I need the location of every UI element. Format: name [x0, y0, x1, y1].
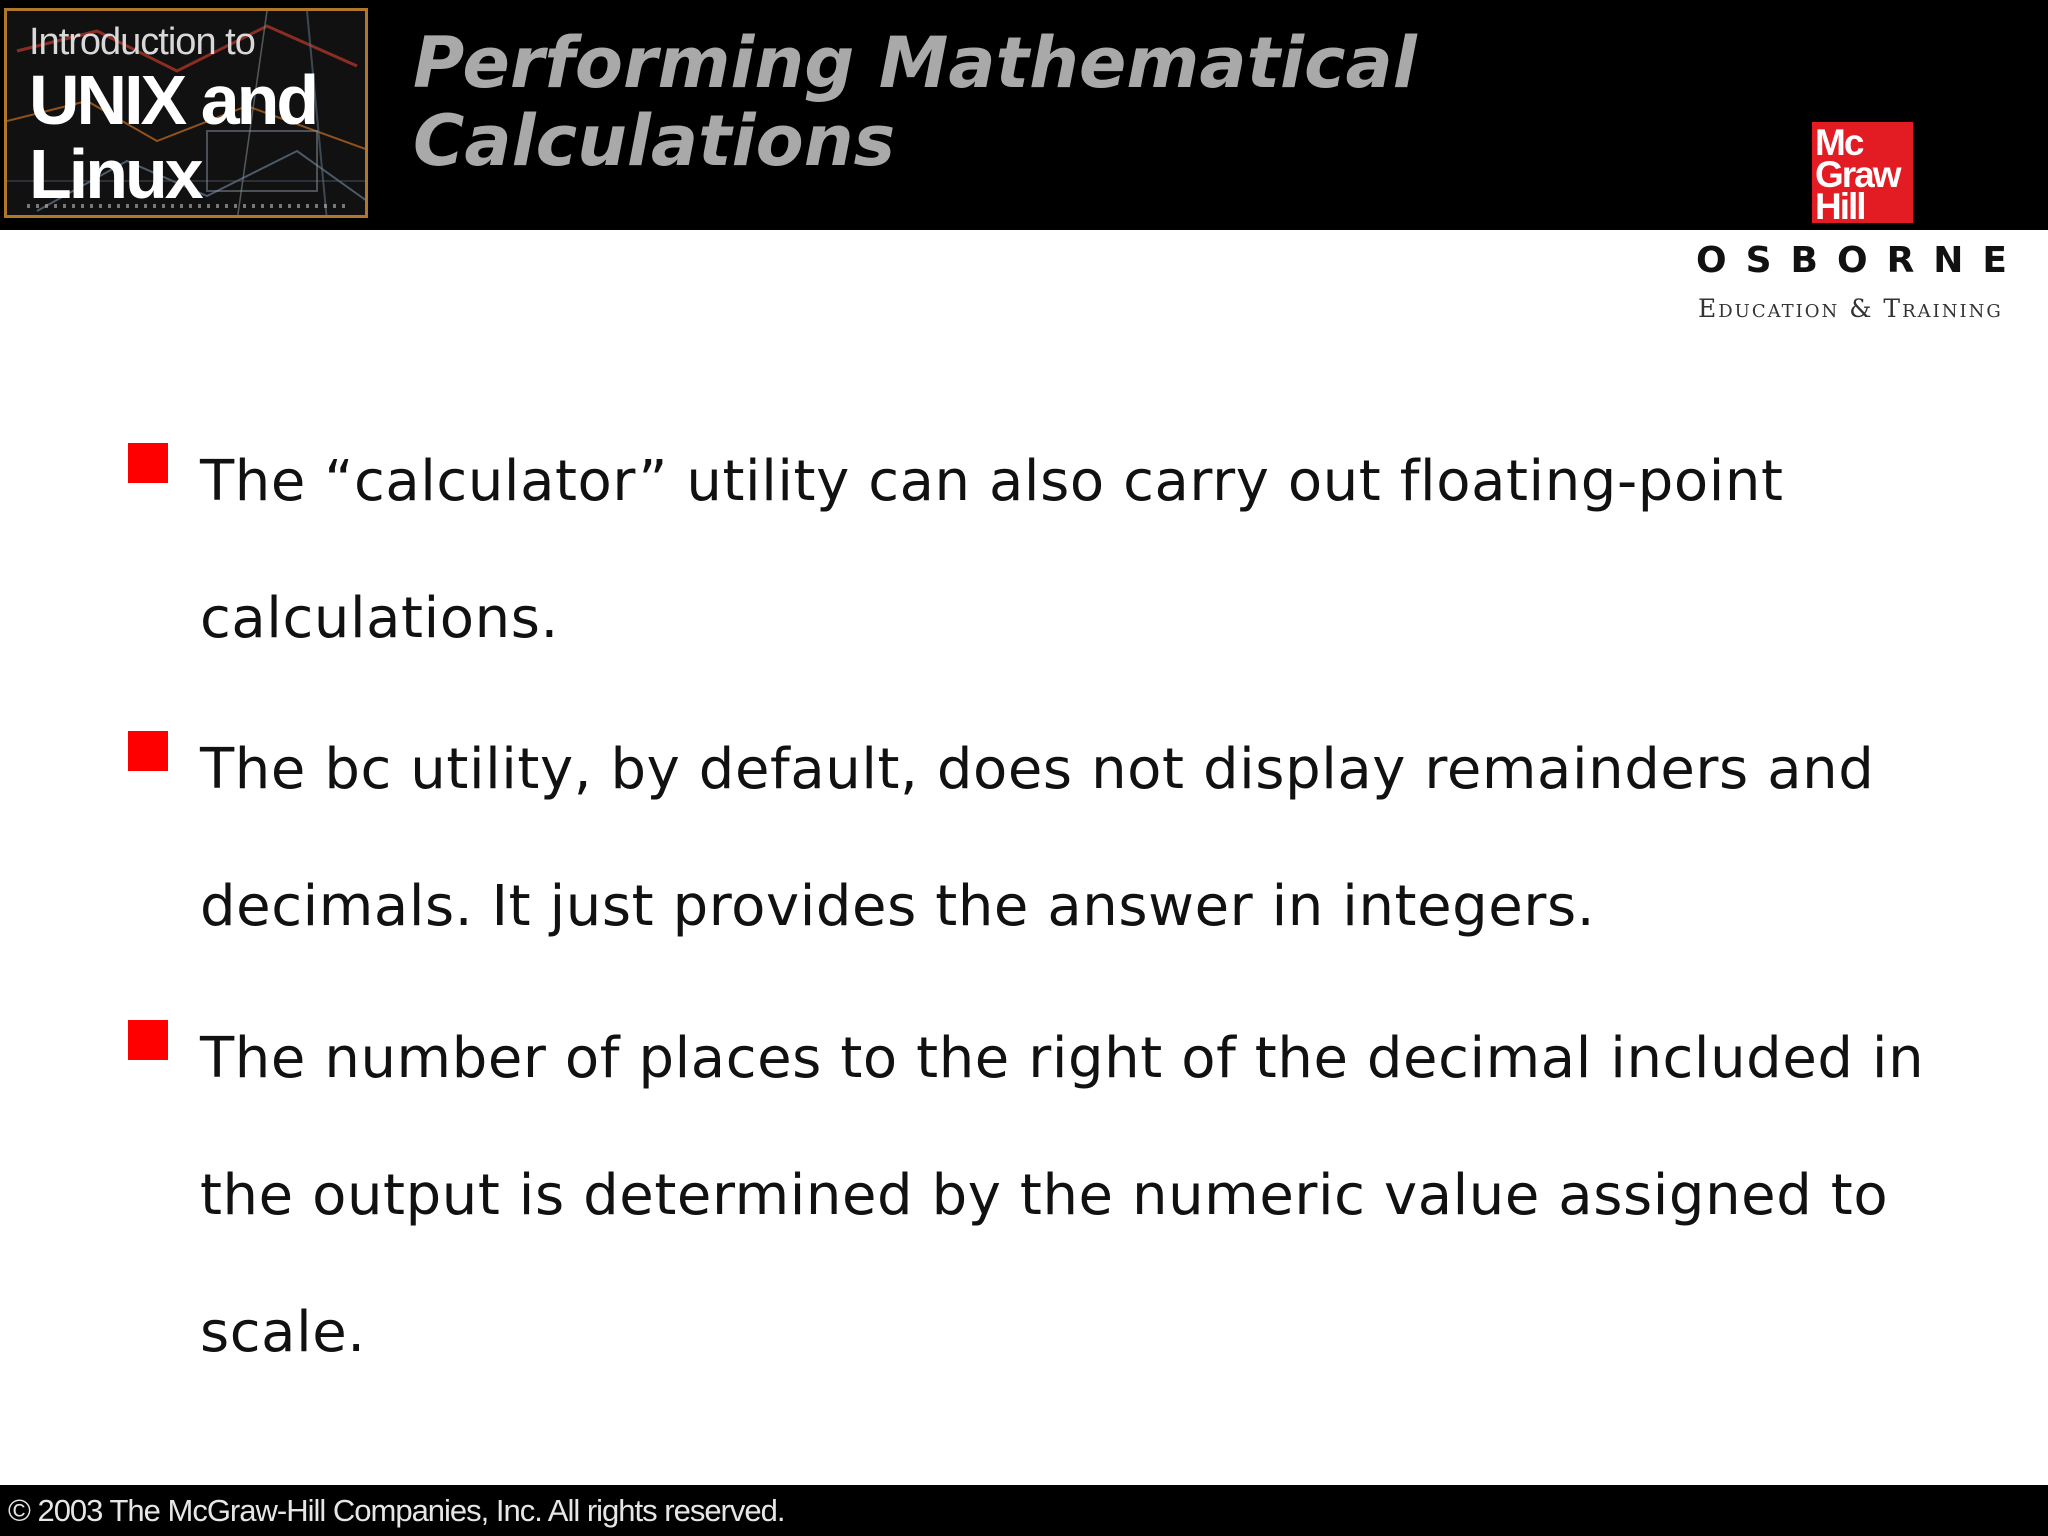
red-square-bullet-icon — [128, 731, 168, 771]
bullet-line: decimals. It just provides the answer in integers. — [200, 874, 1596, 939]
osborne-subtitle: Education & Training — [1698, 294, 2003, 323]
publisher-logo-line2: Graw — [1815, 154, 1900, 195]
course-logo — [4, 8, 368, 218]
header-band — [0, 0, 2048, 230]
slide-title-line2: Calculations — [413, 100, 896, 182]
bullet-text — [200, 413, 2048, 687]
course-logo-line1: Introduction to — [29, 21, 255, 63]
copyright-notice: © 2003 The McGraw-Hill Companies, Inc. All rights reserved. — [8, 1493, 785, 1528]
course-logo-line3: Linux — [29, 135, 201, 213]
publisher-logo-line1: Mc — [1815, 122, 1863, 163]
slide-title — [413, 24, 1713, 180]
bullet-line: scale. — [200, 1300, 366, 1365]
bullet-line: The bc utility, by default, does not display remainders and — [200, 737, 1875, 802]
course-logo-line2: UNIX and — [29, 61, 317, 139]
footer-band — [0, 1485, 2048, 1536]
osborne-wordmark: OSBORNE — [1696, 240, 2027, 281]
bullet-text — [200, 701, 2048, 975]
slide-title-line1: Performing Mathematical — [413, 22, 1417, 104]
red-square-bullet-icon — [128, 443, 168, 483]
bullet-text — [200, 990, 2048, 1401]
red-square-bullet-icon — [128, 1020, 168, 1060]
bullet-line: the output is determined by the numeric value assigned to — [200, 1163, 1889, 1228]
bullet-line: The “calculator” utility can also carry out floating-point — [200, 449, 1784, 514]
bullet-line: calculations. — [200, 586, 559, 651]
bullet-line: The number of places to the right of the decimal included in — [200, 1026, 1925, 1091]
publisher-logo-line3: Hill — [1815, 186, 1865, 227]
mcgraw-hill-logo — [1812, 122, 1913, 227]
